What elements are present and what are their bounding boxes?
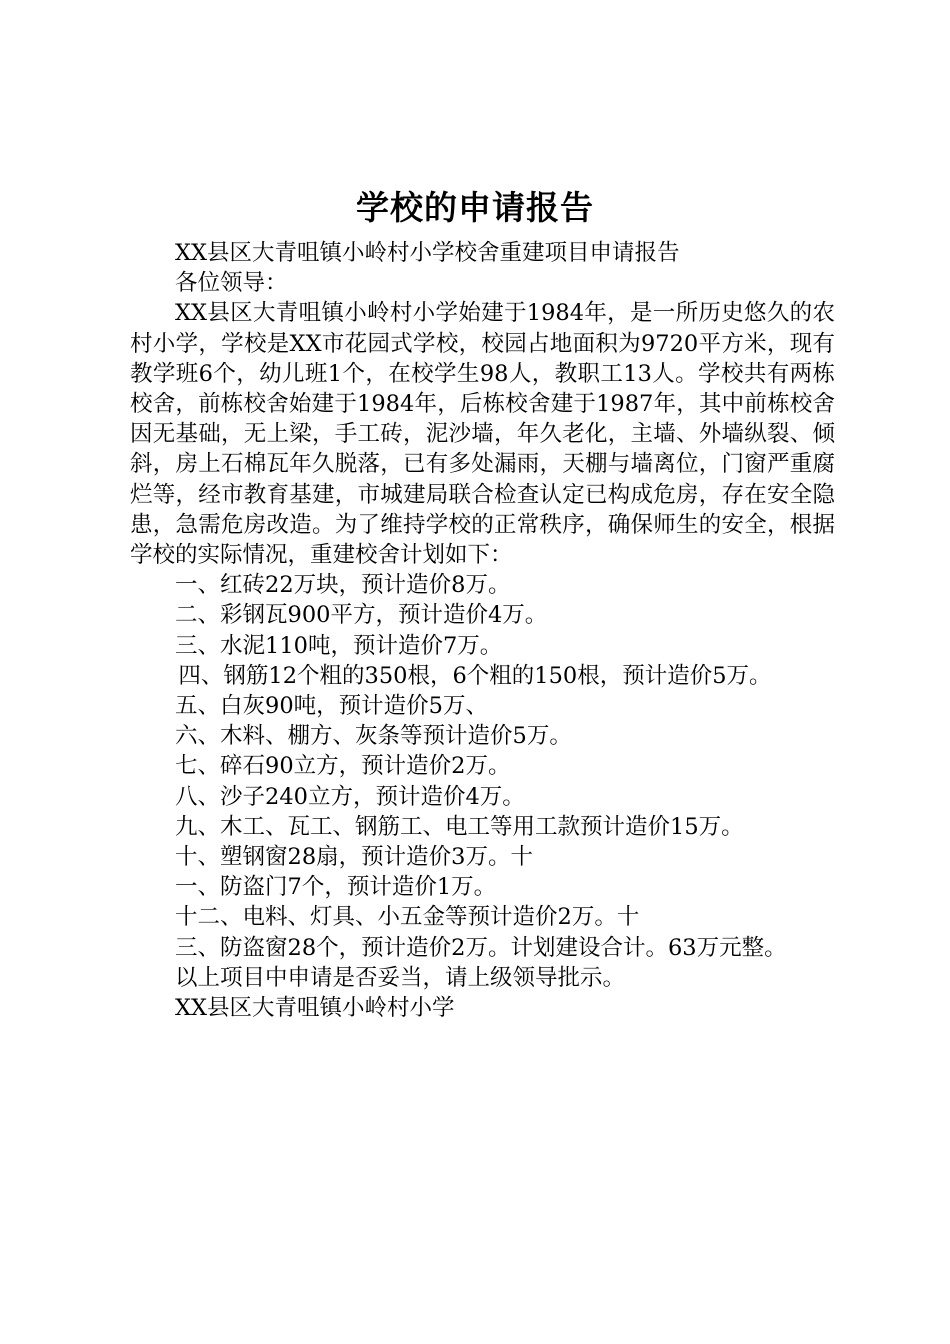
document-title: 学校的申请报告 <box>356 188 594 227</box>
closing-request: 以上项目中申请是否妥当，请上级领导批示。 <box>175 964 626 991</box>
document-body <box>130 238 835 1023</box>
plan-item-2: 二、彩钢瓦900平方，预计造价4万。 <box>175 602 548 629</box>
plan-item-5: 五、白灰90吨，预计造价5万、 <box>175 693 488 720</box>
plan-item-6: 六、木料、棚方、灰条等预计造价5万。 <box>175 723 572 750</box>
plan-item-7: 七、碎石90立方，预计造价2万。 <box>175 753 511 780</box>
plan-item-9: 九、木工、瓦工、钢筋工、电工等用工款预计造价15万。 <box>175 813 744 840</box>
project-heading: XX县区大青咀镇小岭村小学校舍重建项目申请报告 <box>175 240 680 266</box>
signature-school: XX县区大青咀镇小岭村小学 <box>175 995 455 1022</box>
plan-item-10: 十、塑钢窗28扇，预计造价3万。十 <box>175 844 533 871</box>
plan-item-12: 十二、电料、灯具、小五金等预计造价2万。十 <box>175 904 640 931</box>
salutation: 各位领导： <box>175 270 288 297</box>
plan-item-4: 四、钢筋12个粗的350根，6个粗的150根，预计造价5万。 <box>178 662 772 689</box>
plan-item-3: 三、水泥110吨，预计造价7万。 <box>175 632 503 659</box>
plan-item-13: 三、防盗窗28个，预计造价2万。计划建设合计。63万元整。 <box>175 934 787 961</box>
plan-item-1: 一、红砖22万块，预计造价8万。 <box>175 572 511 599</box>
plan-item-8: 八、沙子240立方，预计造价4万。 <box>175 783 525 810</box>
plan-item-11: 一、防盗门7个，预计造价1万。 <box>175 874 497 901</box>
background-paragraph: XX县区大青咀镇小岭村小学始建于1984年，是一所历史悠久的农村小学，学校是XX市花园式学校，校园占地面积为9720平方米，现有教学班6个，幼儿班1个，在校学生98人，教职工13人。学校共有两栋校舍，前栋校舍始建于1984年，后栋校舍建于1987年，其中前栋校舍因无基础，无上梁，手工砖，泥沙墙，年久老化，主墙、外墙纵裂、倾斜，房上石棉瓦年久脱落，已有多处漏雨，天棚与墙离位，门窗严重腐烂等，经市教育基建，市城建局联合检查认定已构成危房，存在安全隐患，急需危房改造。为了维持学校的正常秩序，确保师生的安全，根据学校的实际情况，重建校舍计划如下： <box>130 300 835 569</box>
